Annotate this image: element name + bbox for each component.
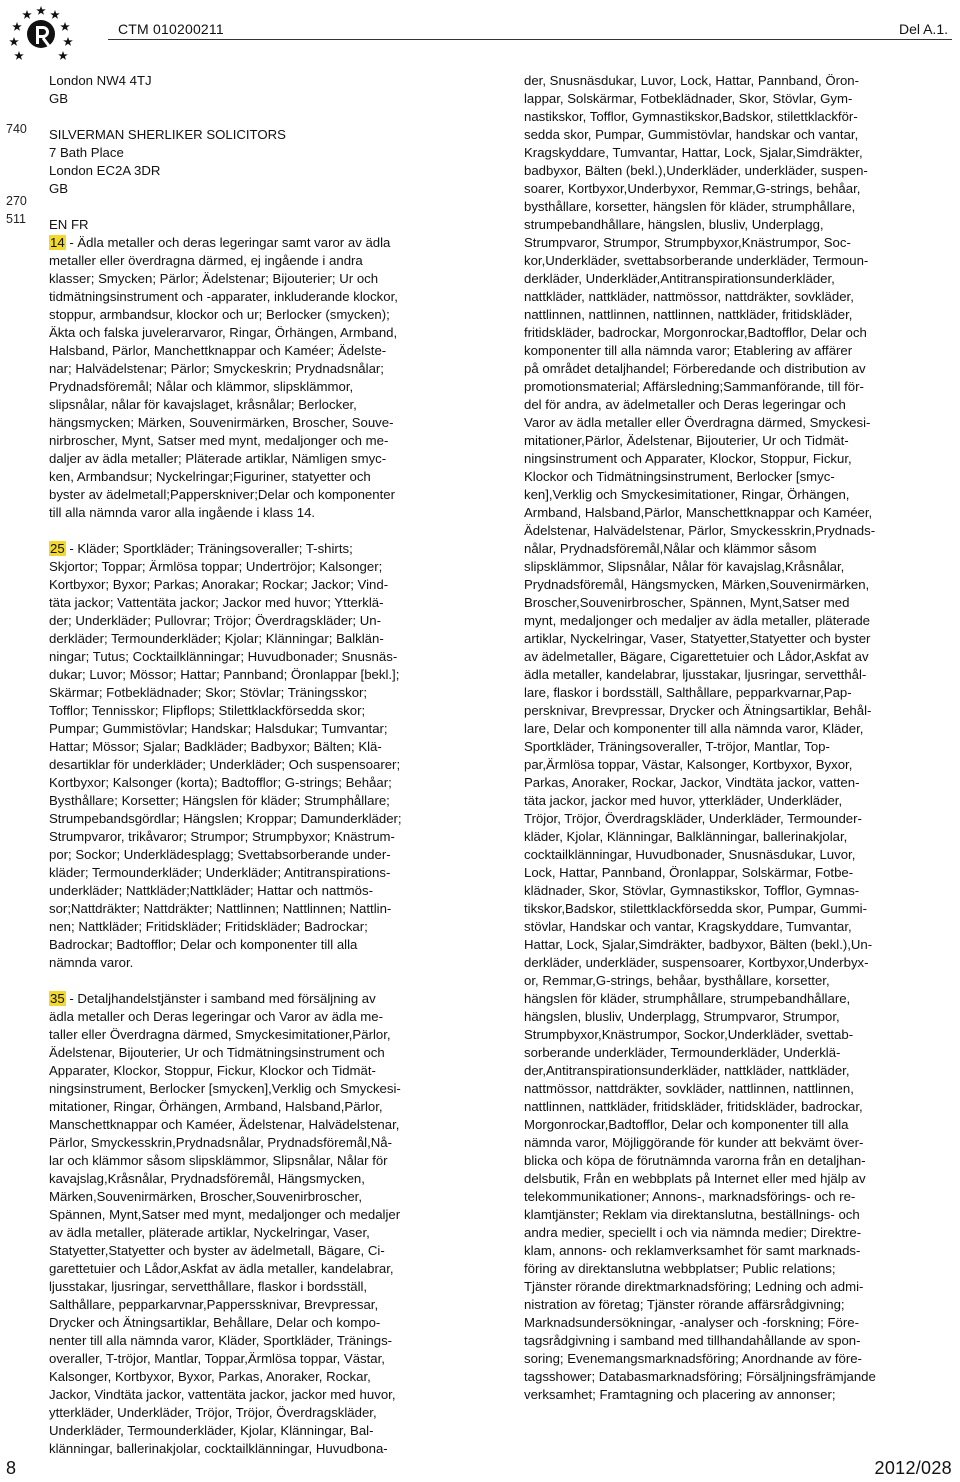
class-35-text: - Detaljhandelstjänster i samband med försäljning av: [65, 991, 376, 1006]
class-35-block: [49, 990, 433, 1458]
right-column-line: stövlar, Handskar och vantar, Kragskyddare, Tumvantar,: [524, 919, 852, 934]
representative-name: SILVERMAN SHERLIKER SOLICITORS: [49, 127, 286, 142]
right-column-line: nastikskor, Tofflor, Gymnastikskor,Badskor, stilettklackför-: [524, 109, 858, 124]
right-column-line: Strumpvaror, Strumpor, Strumpbyxor,Knästrumpor, Soc-: [524, 235, 851, 250]
right-column-line: par,Ärmlösa toppar, Västar, Kalsonger, Kortbyxor, Byxor,: [524, 757, 853, 772]
address-line: London NW4 4TJ: [49, 73, 152, 88]
right-column-line: Hattar, Lock, Sjalar,Simdräkter, badbyxor, Bälten (bekl.),Un-: [524, 937, 873, 952]
right-column-line: lare, flaskor i bordsställ, Salthållare, pepparkvarnar,Pap-: [524, 685, 852, 700]
right-column-line: Varor av ädla metaller eller Överdragna därmed, Smyckesi-: [524, 415, 871, 430]
right-column-line: Kragskyddare, Tumvantar, Hattar, Lock, Sjalar,Simdräkter,: [524, 145, 863, 160]
left-column: [49, 72, 433, 1458]
page-number: 8: [6, 1458, 17, 1478]
right-column-line: slipsklämmor, Slipsnålar, Nålar för kavajslag,Kråsnålar,: [524, 559, 845, 574]
right-column-line: hängslen för kläder, strumphållare, strumpebandhållare,: [524, 991, 851, 1006]
class-code-35: 35: [50, 991, 65, 1006]
right-column-line: kor,Underkläder, svettabsorberande underkläder, Termoun-: [524, 253, 869, 268]
class-35-line: Drycker och Ätningsartiklar, Behållare, Delar och kompo-: [49, 1315, 381, 1330]
right-column-line: der,Antitranspirationsunderkläder, nattkläder, nattkläder,: [524, 1063, 850, 1078]
class-14-line: byster av ädelmetall;Papperskniver;Delar och komponenter: [49, 487, 395, 502]
right-column-line: tagsrådgivning i samband med tillhandahållande av spon-: [524, 1333, 861, 1348]
class-35-line: Jackor, Vindtäta jackor, vattentäta jackor, jackor med huvor,: [49, 1387, 396, 1402]
class-25-line: desartiklar för underkläder; Underkläder; Och suspensoarer;: [49, 757, 401, 772]
right-column-line: täta jackor, jackor med huvor, ytterkläder, Underkläder,: [524, 793, 843, 808]
right-column-line: tikskor,Badskor, stilettklackförsedda skor, Pumpar, Gummi-: [524, 901, 867, 916]
right-column-line: lare, Delar och komponenter till alla nämnda varor, Kläder,: [524, 721, 864, 736]
class-35-line: ningsinstrument, Berlocker [smycken],Verklig och Smyckesi-: [49, 1081, 401, 1096]
right-column-line: klädnader, Skor, Stövlar, Gymnastikskor, Tofflor, Gymnas-: [524, 883, 860, 898]
right-column-line: soring; Evenemangsmarknadsföring; Anordnande av före-: [524, 1351, 862, 1366]
class-35-line: ytterkläder, Underkläder, Tröjor, Tröjor, Överdragskläder,: [49, 1405, 377, 1420]
class-35-first-line: [49, 990, 433, 1008]
class-14-line: slipsnålar, nålar för kavajslaget, kråsnålar; Berlocker,: [49, 397, 357, 412]
class-25-line: Bysthållare; Korsetter; Hängslen för kläder; Strumphållare;: [49, 793, 390, 808]
class-14-line: tidmätningsinstrument och -apparater, inkluderande klockor,: [49, 289, 398, 304]
class-25-line: por; Sockor; Underklädesplagg; Svettabsorberande under-: [49, 847, 391, 862]
class-14-line: ken, Armbandsur; Nyckelringar;Figuriner, statyetter och: [49, 469, 371, 484]
class-14-line: Prydnadsföremål; Nålar och klämmor, slipsklämmor,: [49, 379, 354, 394]
class-25-line: Tofflor; Tennisskor; Flipflops; Stilettklackförsedda skor;: [49, 703, 366, 718]
right-column-line: verksamhet; Framtagning och placering av annonser;: [524, 1387, 836, 1402]
class-35-line: Apparater, Klockor, Stoppur, Fickur, Klockor och Tidmät-: [49, 1063, 376, 1078]
class-25-line: sor;Nattdräkter; Nattdräkter; Nattlinnen; Nattlinnen; Nattlin-: [49, 901, 392, 916]
right-column-line: kläder, Kjolar, Klänningar, Balklänningar, ballerinakjolar,: [524, 829, 848, 844]
right-column-line: lappar, Solskärmar, Fotbeklädnader, Skor, Stövlar, Gym-: [524, 91, 853, 106]
class-25-first-line: [49, 540, 433, 558]
representative-country: GB: [49, 181, 69, 196]
right-column-line: Prydnadsföremål, Hängsmycken, Märken,Souvenirmärken,: [524, 577, 870, 592]
right-column-line: der, Snusnäsdukar, Luvor, Lock, Hattar, Pannband, Öron-: [524, 73, 860, 88]
right-column-line: Tjänster rörande direktmarknadsföring; Ledning och admi-: [524, 1279, 864, 1294]
class-35-line: Märken,Souvenirmärken, Broscher,Souvenirbroscher,: [49, 1189, 362, 1204]
right-column-line: soarer, Kortbyxor,Underbyxor, Remmar,G-strings, behåar,: [524, 181, 861, 196]
class-35-line: kavajslag,Kråsnålar, Prydnadsföremål, Hängsmycken,: [49, 1171, 365, 1186]
right-column-line: mitationer,Pärlor, Ädelstenar, Bijouterier, Ur och Tidmät-: [524, 433, 849, 448]
right-column-line: strumpebandhållare, hängslen, blusliv, Underplagg,: [524, 217, 824, 232]
right-column-line: föring av direktanslutna webbplatser; Public relations;: [524, 1261, 836, 1276]
right-column-line: badbyxor, Bälten (bekl.),Underkläder, underkläder, suspen-: [524, 163, 868, 178]
class-code-14: 14: [50, 235, 65, 250]
class-25-line: derkläder; Termounderkläder; Kjolar; Klänningar; Balklän-: [49, 631, 384, 646]
class-25-line: Kortbyxor; Kalsonger (korta); Badtofflor; G-strings; Behåar;: [49, 775, 392, 790]
right-column-line: nattkläder, nattkläder, nattmössor, nattdräkter, sovkläder,: [524, 289, 854, 304]
right-column: [524, 72, 906, 1404]
representative-city: London EC2A 3DR: [49, 163, 161, 178]
right-column-line: blicka och köpa de förutnämnda varorna från en detaljhan-: [524, 1153, 866, 1168]
class-14-line: Äkta och falska juvelerarvaror, Ringar, Örhängen, Armband,: [49, 325, 398, 340]
class-14-line: nar; Halvädelstenar; Pärlor; Smyckeskrin; Prydnadsnålar;: [49, 361, 384, 376]
right-column-line: Marknadsundersökningar, -analyser och -forskning; Före-: [524, 1315, 859, 1330]
class-14-line: metaller eller överdragna därmed, ej ingående i andra: [49, 253, 363, 268]
right-column-line: Strumpbyxor,Knästrumpor, Sockor,Underkläder, svettab-: [524, 1027, 854, 1042]
class-14-line: Halsband, Pärlor, Manchettknappar och Kaméer; Ädelste-: [49, 343, 387, 358]
class-35-line: mitationer, Ringar, Örhängen, Armband, Halsband,Pärlor,: [49, 1099, 383, 1114]
class-35-line: Spännen, Mynt,Satser med mynt, medaljonger och medaljer: [49, 1207, 401, 1222]
right-column-line: ningsinstrument och Apparater, Klockor, Stoppur, Fickur,: [524, 451, 852, 466]
right-column-line: bysthållare, korsetter, hängslen för kläder, strumphållare,: [524, 199, 856, 214]
right-column-line: telekommunikationer; Annons-, marknadsförings- och re-: [524, 1189, 856, 1204]
address-country: GB: [49, 91, 69, 106]
class-14-text: - Ädla metaller och deras legeringar samt varor av ädla: [65, 235, 391, 250]
class-14-line: nirbroscher, Mynt, Satser med mynt, medaljonger och me-: [49, 433, 389, 448]
class-35-line: garettetuier och Lådor,Askfat av ädla metaller, kandelabrar,: [49, 1261, 394, 1276]
right-column-line: nämnda varor, Möjliggörande för kunder att bekvämt över-: [524, 1135, 864, 1150]
right-column-line: artiklar, Nyckelringar, Vaser, Statyetter,Statyetter och byster: [524, 631, 871, 646]
class-35-line: Statyetter,Statyetter och byster av ädelmetall, Bägare, Ci-: [49, 1243, 385, 1258]
right-column-line: Sportkläder, Träningsoveraller, T-tröjor, Mantlar, Top-: [524, 739, 830, 754]
class-35-line: Kalsonger, Kortbyxor, Byxor, Parkas, Anoraker, Rockar,: [49, 1369, 371, 1384]
class-35-line: ädla metaller och Deras legeringar och Varor av ädla me-: [49, 1009, 384, 1024]
class-25-line: Hattar; Mössor; Sjalar; Badkläder; Badbyxor; Bälten; Klä-: [49, 739, 382, 754]
right-column-line: delsbutik, Från en webbplats på Internet eller med hjälp av: [524, 1171, 866, 1186]
inid-code-270: 270: [6, 194, 27, 208]
section-label: Del A.1.: [898, 21, 948, 37]
class-25-text: - Kläder; Sportkläder; Träningsoveraller; T-shirts;: [65, 541, 353, 556]
class-14-line: hängsmycken; Märken, Souvenirmärken, Broscher, Souve-: [49, 415, 394, 430]
right-column-line: nattmössor, nattdräkter, sovkläder, nattlinnen, nattlinnen,: [524, 1081, 854, 1096]
class-14-line: till alla nämnda varor alla ingående i klass 14.: [49, 505, 316, 520]
right-column-line: derkläder, Underkläder,Antitranspirationsunderkläder,: [524, 271, 835, 286]
right-column-line: andra medier, speciellt i och via nämnda medier; Direktre-: [524, 1225, 862, 1240]
class-35-line: klänningar, ballerinakjolar, cocktailklänningar, Huvudbona-: [49, 1441, 388, 1456]
right-column-line: av ädelmetaller, Bägare, Cigarettetuier och Lådor,Askfat av: [524, 649, 869, 664]
right-column-line: nistration av företag; Tjänster rörande affärsrådgivning;: [524, 1297, 845, 1312]
right-column-line: ädla metaller, kandelabrar, ljusstakar, ljusringar, servetthål-: [524, 667, 867, 682]
class-25-line: Skärmar; Fotbeklädnader; Skor; Stövlar; Träningsskor;: [49, 685, 368, 700]
class-14-line: daljer av ädla metaller; Pläterade artiklar, Nämligen smyc-: [49, 451, 387, 466]
class-35-line: av ädla metaller, pläterade artiklar, Nyckelringar, Vaser,: [49, 1225, 370, 1240]
class-35-line: Underkläder, Termounderkläder, Kjolar, Klänningar, Bal-: [49, 1423, 374, 1438]
right-column-line: or, Remmar,G-strings, behåar, bysthållare, korsetter,: [524, 973, 830, 988]
right-column-line: nålar, Prydnadsföremål,Nålar och klämmor såsom: [524, 541, 817, 556]
right-column-line: Lock, Hattar, Pannband, Öronlappar, Solskärmar, Fotbe-: [524, 865, 854, 880]
representative-street: 7 Bath Place: [49, 145, 124, 160]
class-25-line: nämnda varor.: [49, 955, 134, 970]
right-column-line: Morgonrockar,Badtofflor, Delar och komponenter till alla: [524, 1117, 849, 1132]
right-column-line: cocktailklänningar, Huvudbonader, Snusnäsdukar, Luvor,: [524, 847, 856, 862]
bulletin-number: 2012/028: [874, 1458, 952, 1478]
class-code-25: 25: [50, 541, 65, 556]
right-column-line: Klockor och Tidmätningsinstrument, Berlocker [smyc-: [524, 469, 835, 484]
class-25-line: nen; Nattkläder; Fritidskläder; Fritidskläder; Badrockar;: [49, 919, 368, 934]
class-25-line: der; Underkläder; Pullovrar; Tröjor; Överdragskläder; Un-: [49, 613, 382, 628]
right-column-line: fritidskläder, badrockar, Morgonrockar,Badtofflor, Delar och: [524, 325, 867, 340]
class-25-line: kläder; Termounderkläder; Underkläder; Antitranspirations-: [49, 865, 391, 880]
class-14-line: klasser; Smycken; Pärlor; Ädelstenar; Bijouterier; Ur och: [49, 271, 379, 286]
right-column-line: mynt, medaljonger och medaljer av ädla metaller, pläterade: [524, 613, 870, 628]
class-35-line: nenter till alla nämnda varor, Kläder, Sportkläder, Tränings-: [49, 1333, 393, 1348]
right-column-line: Tröjor, Tröjor, Överdragskläder, Underkläder, Termounder-: [524, 811, 862, 826]
header-divider: [108, 39, 952, 40]
right-column-line: ken],Verklig och Smyckesimitationer, Ringar, Örhängen,: [524, 487, 850, 502]
class-35-line: overaller, T-tröjor, Mantlar, Toppar,Ärmlösa toppar, Västar,: [49, 1351, 385, 1366]
class-25-line: Kortbyxor; Byxor; Parkas; Anorakar; Rockar; Jackor; Vind-: [49, 577, 389, 592]
right-column-line: tagsshower; Databasmarknadsföring; Försäljningsfrämjande: [524, 1369, 876, 1384]
right-column-line: Armband, Halsband,Pärlor, Manschettknappar och Kaméer,: [524, 505, 873, 520]
class-14-block: [49, 234, 433, 522]
right-column-line: Parkas, Anoraker, Rockar, Jackor, Vindtäta jackor, vatten-: [524, 775, 860, 790]
class-25-block: [49, 540, 433, 972]
class-35-line: Manschettknappar och Kaméer, Ädelstenar, Halvädelstenar,: [49, 1117, 400, 1132]
document-title: CTM 010200211: [118, 21, 224, 37]
class-25-line: Badrockar; Badtofflor; Delar och komponenter till alla: [49, 937, 358, 952]
class-35-line: ljusstakar, ljusringar, servetthållare, flaskor i bordsställ,: [49, 1279, 368, 1294]
class-25-line: Strumpvaror, trikåvaror; Strumpor; Strumpbyxor; Knästrum-: [49, 829, 395, 844]
class-25-line: ningar; Tutus; Cocktailklänningar; Huvudbonader; Snusnäs-: [49, 649, 398, 664]
class-25-line: Skjortor; Toppar; Ärmlösa toppar; Undertröjor; Kalsonger;: [49, 559, 383, 574]
right-column-line: nattlinnen, nattkläder, fritidskläder, fritidskläder, badrockar,: [524, 1099, 863, 1114]
class-25-line: Strumpebandsgördlar; Hängslen; Kroppar; Damunderkläder;: [49, 811, 402, 826]
class-25-line: Pumpar; Gummistövlar; Handskar; Halsdukar; Tumvantar;: [49, 721, 388, 736]
right-column-line: hängslen, blusliv, Underplagg, Strumpvaror, Strumpor,: [524, 1009, 840, 1024]
class-25-line: täta jackor; Vattentäta jackor; Jackor med huvor; Ytterklä-: [49, 595, 384, 610]
class-14-first-line: [49, 234, 433, 252]
inid-code-740: 740: [6, 122, 27, 136]
class-25-line: dukar; Luvor; Mössor; Hattar; Pannband; Öronlappar [bekl.];: [49, 667, 400, 682]
right-column-line: nattlinnen, nattlinnen, nattlinnen, nattkläder, fritidskläder,: [524, 307, 853, 322]
languages: EN FR: [49, 217, 89, 232]
right-column-line: persknivar, Brevpressar, Drycker och Ätningsartiklar, Behål-: [524, 703, 872, 718]
right-column-line: klam, annons- och reklamverksamhet för samt marknads-: [524, 1243, 861, 1258]
right-column-line: klamtjänster; Reklam via direktanslutna, beställnings- och: [524, 1207, 860, 1222]
class-35-line: Ädelstenar, Bijouterier, Ur och Tidmätningsinstrument och: [49, 1045, 385, 1060]
class-35-line: taller eller Överdragna därmed, Smyckesimitationer,Pärlor,: [49, 1027, 391, 1042]
class-14-line: stoppur, armbandsur, klockor och ur; Berlocker (smycken);: [49, 307, 390, 322]
class-35-line: lar och klämmor såsom slipsklämmor, Slipsnålar, Nålar för: [49, 1153, 388, 1168]
class-35-line: Pärlor, Smyckesskrin,Prydnadsnålar, Prydnadsföremål,Nå-: [49, 1135, 393, 1150]
class-35-line: Salthållare, pepparkarvnar,Papperssknivar, Brevpressar,: [49, 1297, 379, 1312]
right-column-line: promotionsmaterial; Affärsledning;Sammanförande, till för-: [524, 379, 864, 394]
right-column-line: sorberande underkläder, Termounderkläder, Underklä-: [524, 1045, 841, 1060]
eu-emblem-logo: [6, 4, 98, 64]
right-column-line: Broscher,Souvenirbroscher, Spännen, Mynt,Satser med: [524, 595, 850, 610]
inid-code-511: 511: [6, 212, 26, 226]
right-column-line: derkläder, underkläder, suspensoarer, Kortbyxor,Underbyx-: [524, 955, 869, 970]
right-column-line: komponenter till alla nämnda varor; Etablering av affärer: [524, 343, 853, 358]
right-column-line: del för andra, av ädelmetaller och Deras legeringar och: [524, 397, 846, 412]
right-column-line: på området detaljhandel; Förberedande och distribution av: [524, 361, 866, 376]
class-25-line: underkläder; Nattkläder;Nattkläder; Hattar och nattmös-: [49, 883, 373, 898]
right-column-line: Ädelstenar, Halvädelstenar, Pärlor, Smyckesskrin,Prydnads-: [524, 523, 876, 538]
right-column-line: sedda skor, Pumpar, Gummistövlar, handskar och vantar,: [524, 127, 859, 142]
